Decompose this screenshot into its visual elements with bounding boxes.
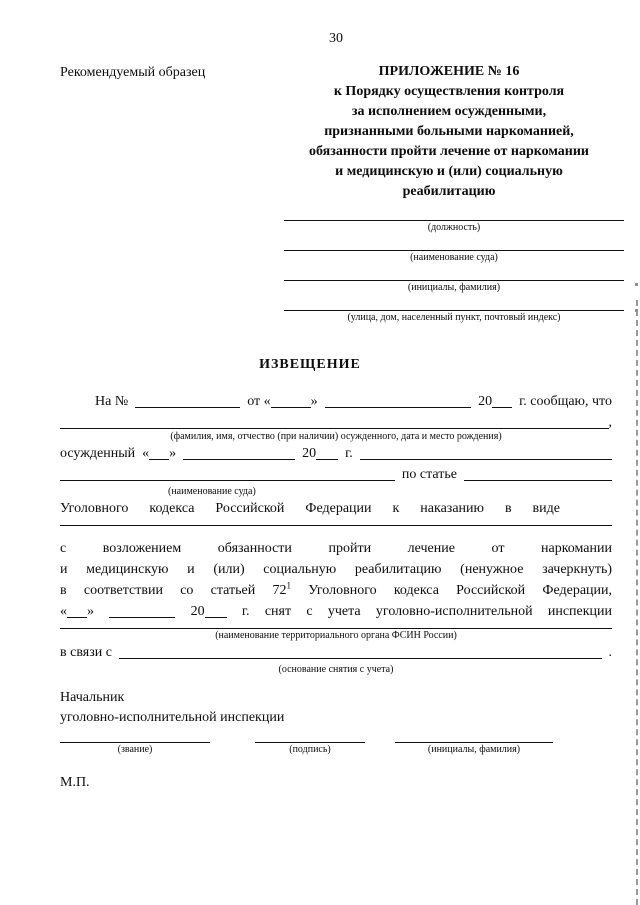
removed-quote-close: »	[87, 604, 94, 619]
obligation-line-1: с возложением обязанности пройти лечение от наркомании	[60, 541, 612, 556]
signature-column	[255, 734, 365, 756]
chief-title-line-2: уголовно-исполнительной инспекции	[60, 710, 285, 725]
address-caption: (улица, дом, населенный пункт, почтовый индекс)	[347, 312, 561, 323]
convicted-month-blank	[183, 449, 295, 460]
punishment-blank-line	[60, 519, 612, 526]
convicted-label: осужденный	[60, 446, 136, 461]
convicted-day-blank	[149, 449, 169, 460]
appendix-line: реабилитацию	[402, 184, 496, 199]
position-blank-line	[284, 204, 624, 221]
appendix-line: и медицинскую и (или) социальную	[335, 164, 563, 179]
initials-blank-line	[395, 734, 553, 743]
chief-block	[60, 688, 612, 728]
fsin-caption: (наименование территориального органа ФСИН России)	[215, 630, 457, 641]
court-body-caption: (наименование суда)	[168, 486, 256, 497]
reason-blank	[119, 648, 602, 659]
page-number: 30	[329, 31, 343, 46]
article-72-superscript: 1	[286, 580, 291, 591]
position-caption: (должность)	[427, 222, 481, 233]
trailing-comma: ,	[608, 415, 612, 430]
ref-prefix: На №	[95, 394, 129, 409]
stamp-place-label: М.П.	[60, 775, 90, 790]
in-connection-period: .	[608, 645, 612, 660]
person-blank-row	[60, 412, 612, 430]
convicted-year-prefix: 20	[302, 446, 317, 461]
signature-row	[60, 734, 612, 756]
article-72-line	[60, 580, 612, 601]
recommended-sample-label: Рекомендуемый образец	[60, 65, 206, 80]
appendix-title: ПРИЛОЖЕНИЕ № 16	[378, 64, 520, 79]
person-blank-line	[60, 418, 609, 429]
article-number-blank	[464, 470, 612, 481]
removed-day-blank	[67, 609, 87, 618]
appendix-line: признанными больными наркоманией,	[324, 124, 574, 139]
obligation-line-2: и медицинскую и (или) социальную реабилитацию (ненужное зачеркнуть)	[60, 562, 612, 577]
appendix-line: обязанности пройти лечение от наркомании	[309, 144, 589, 159]
removed-quote-open: «	[60, 604, 67, 619]
reason-caption: (основание снятия с учета)	[278, 664, 394, 675]
appendix-line: к Порядку осуществления контроля	[333, 84, 565, 99]
ref-from: от «	[247, 394, 271, 409]
convicted-quote-close: »	[169, 446, 177, 461]
article-line	[60, 464, 612, 485]
signature-caption: (подпись)	[289, 744, 331, 755]
court-name-body-blank	[60, 470, 395, 481]
ref-day-blank	[271, 397, 311, 408]
initials-caption: (инициалы, фамилия)	[427, 744, 521, 755]
ref-quote-close: »	[310, 394, 318, 409]
in-connection-line	[60, 642, 612, 663]
scanner-artifact-tick	[635, 309, 638, 312]
removed-year-blank	[205, 609, 227, 618]
rank-blank-line	[60, 734, 210, 743]
chief-title-line-1: Начальник	[60, 690, 125, 705]
convicted-year-blank	[316, 449, 338, 460]
ref-month-blank	[325, 397, 471, 408]
initials-surname-blank-line	[284, 264, 624, 281]
scanner-artifact-line	[636, 300, 638, 905]
signature-blank-line	[255, 734, 365, 743]
convicted-g: г.	[345, 446, 353, 461]
ref-year-prefix: 20	[478, 394, 493, 409]
ref-year-blank	[492, 397, 512, 408]
notice-title: ИЗВЕЩЕНИЕ	[259, 357, 361, 372]
addressee-block	[284, 204, 624, 324]
addressee-field	[284, 264, 624, 294]
initials-surname-caption: (инициалы, фамилия)	[407, 282, 501, 293]
addressee-field	[284, 204, 624, 234]
in-connection-label: в связи с	[60, 645, 112, 660]
appendix-header	[304, 62, 594, 202]
criminal-code-line: Уголовного кодекса Российской Федерации к наказанию в виде	[60, 501, 560, 516]
ref-suffix: г. сообщаю, что	[519, 394, 612, 409]
removed-suffix: г. снят с учета уголовно-исполнительной инспекции	[241, 604, 613, 619]
appendix-line: за исполнением осужденными,	[351, 104, 547, 119]
convicted-quote-open: «	[142, 446, 150, 461]
person-caption: (фамилия, имя, отчество (при наличии) осужденного, дата и место рождения)	[170, 431, 502, 442]
article-72-before: в соответствии со статьей 72	[60, 583, 287, 598]
fsin-blank-line	[60, 622, 612, 629]
ref-number-blank	[135, 397, 240, 408]
addressee-field	[284, 234, 624, 264]
scanner-artifact-tick	[635, 283, 638, 286]
removed-month-blank	[109, 609, 175, 618]
reference-line	[95, 391, 612, 412]
header-row	[60, 62, 612, 202]
by-article-label: по статье	[401, 467, 457, 482]
article-72-after: Уголовного кодекса Российской Федерации,	[308, 583, 613, 598]
removed-year-prefix: 20	[190, 604, 205, 619]
removed-from-register-line	[60, 601, 612, 622]
court-name-blank-line	[284, 234, 624, 251]
convicted-court-blank	[360, 449, 612, 460]
court-name-caption: (наименование суда)	[410, 252, 498, 263]
addressee-field	[284, 294, 624, 324]
rank-column	[60, 734, 210, 756]
convicted-line	[60, 443, 612, 464]
initials-column	[395, 734, 553, 756]
rank-caption: (звание)	[117, 744, 153, 755]
address-blank-line	[284, 294, 624, 311]
